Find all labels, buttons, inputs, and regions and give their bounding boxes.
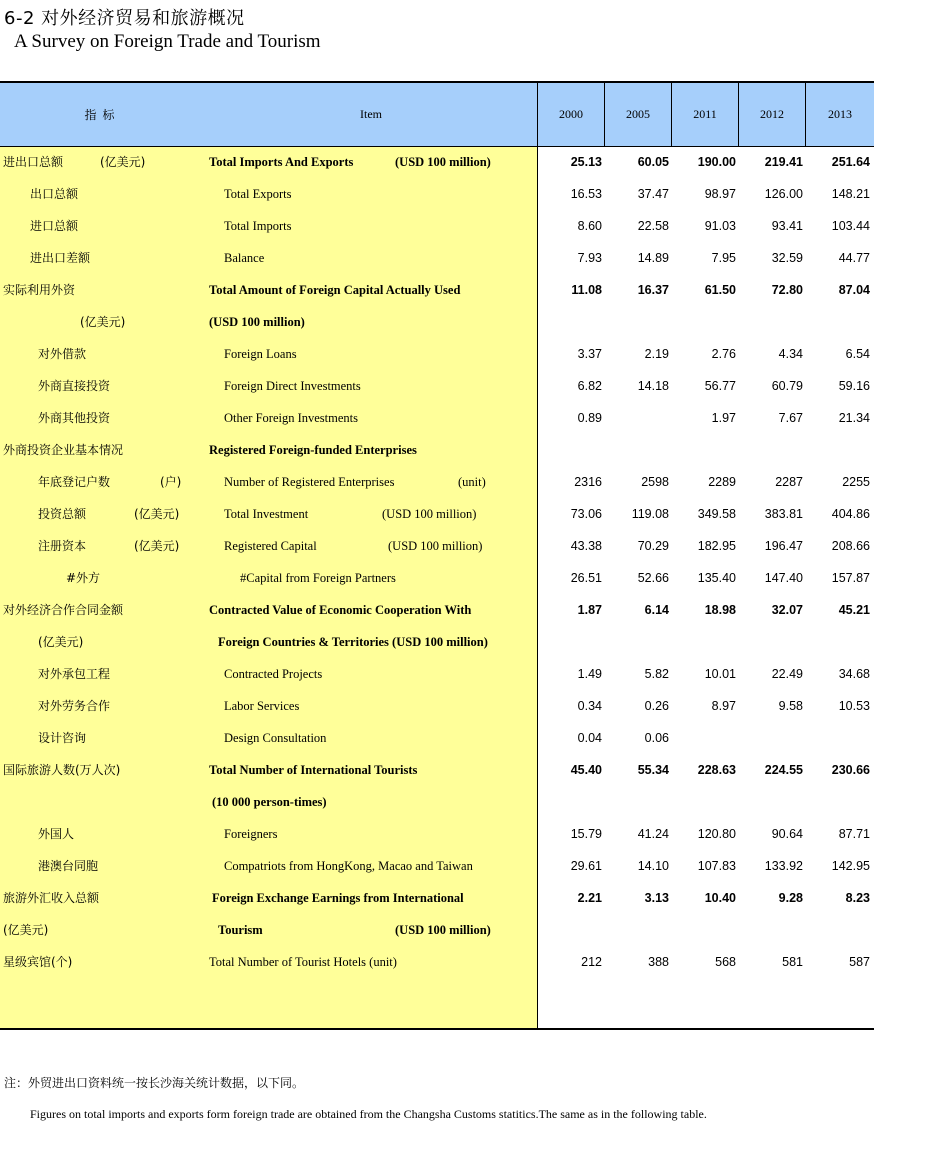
row-label-zh: 对外借款 <box>38 347 87 361</box>
row-unit-zh: (亿美元) <box>134 539 180 553</box>
table-row <box>0 402 874 434</box>
header-item-en: Item <box>360 107 382 121</box>
table-row <box>0 178 874 210</box>
value-cell-2013: 587 <box>849 955 870 969</box>
value-cell-2011: 10.40 <box>704 891 736 905</box>
table-row <box>0 722 874 754</box>
row-label-en: Other Foreign Investments <box>224 411 359 425</box>
row-label-zh: 投资总额 <box>38 507 87 521</box>
value-cell-2000: 3.37 <box>577 347 602 361</box>
row-label-zh: 出口总额 <box>30 187 79 201</box>
value-cell-2012: 126.00 <box>764 187 803 201</box>
value-cell-2000: 0.34 <box>577 699 602 713</box>
row-label-zh: 外商直接投资 <box>38 379 111 393</box>
value-cell-2000: 2.21 <box>577 891 602 905</box>
value-cell-2000: 15.79 <box>570 827 602 841</box>
row-label-zh: 进出口总额 <box>3 155 64 169</box>
row-label-zh: 设计咨询 <box>38 731 87 745</box>
row-label-en: Foreign Loans <box>224 347 297 361</box>
value-cell-2000: 25.13 <box>570 155 602 169</box>
table-row <box>0 146 874 178</box>
value-cell-2011: 61.50 <box>704 283 736 297</box>
row-label-en: (10 000 person-times) <box>212 795 327 809</box>
value-cell-2011: 182.95 <box>697 539 736 553</box>
row-unit-zh: (亿美元) <box>80 315 126 329</box>
value-cell-2013: 21.34 <box>838 411 870 425</box>
row-label-en: Contracted Projects <box>224 667 323 681</box>
value-cell-2005: 0.06 <box>644 731 669 745</box>
value-cell-2000: 16.53 <box>570 187 602 201</box>
row-label-en: Registered Foreign-funded Enterprises <box>209 443 417 457</box>
table-row <box>0 370 874 402</box>
value-cell-2005: 3.13 <box>644 891 669 905</box>
row-label-en: Foreigners <box>224 827 278 841</box>
value-cell-2000: 6.82 <box>577 379 602 393</box>
row-label-zh: 外国人 <box>38 827 75 841</box>
value-cell-2013: 44.77 <box>838 251 870 265</box>
row-label-en: Tourism <box>218 923 263 937</box>
row-unit-en: (USD 100 million) <box>395 155 491 169</box>
row-label-zh: 旅游外汇收入总额 <box>3 891 100 905</box>
value-cell-2011: 18.98 <box>704 603 736 617</box>
value-cell-2013: 2255 <box>842 475 870 489</box>
value-cell-2012: 32.59 <box>771 251 803 265</box>
row-label-en: Number of Registered Enterprises <box>224 475 395 489</box>
value-cell-2012: 90.64 <box>771 827 803 841</box>
value-cell-2005: 388 <box>648 955 669 969</box>
table-row <box>0 754 874 786</box>
table-row <box>0 946 874 978</box>
value-cell-2011: 10.01 <box>704 667 736 681</box>
value-cell-2005: 52.66 <box>637 571 669 585</box>
row-unit-en: (unit) <box>458 475 486 489</box>
row-label-zh: 进出口差额 <box>30 251 91 265</box>
row-label-en: Registered Capital <box>224 539 317 553</box>
row-label-en: Design Consultation <box>224 731 327 745</box>
value-cell-2000: 8.60 <box>577 219 602 233</box>
value-cell-2011: 2.76 <box>711 347 736 361</box>
row-label-en: Total Imports And Exports <box>209 155 354 169</box>
value-cell-2012: 219.41 <box>764 155 803 169</box>
row-unit-zh: (亿美元) <box>100 155 146 169</box>
statistics-table <box>0 81 874 1030</box>
row-label-zh: 实际利用外资 <box>3 283 76 297</box>
value-cell-2005: 5.82 <box>644 667 669 681</box>
value-cell-2011: 135.40 <box>697 571 736 585</box>
value-cell-2012: 383.81 <box>764 507 803 521</box>
value-cell-2011: 56.77 <box>704 379 736 393</box>
value-cell-2013: 8.23 <box>845 891 870 905</box>
value-cell-2011: 120.80 <box>697 827 736 841</box>
value-cell-2012: 2287 <box>775 475 803 489</box>
value-cell-2005: 0.26 <box>644 699 669 713</box>
value-cell-2000: 11.08 <box>571 283 602 297</box>
value-cell-2000: 43.38 <box>570 539 602 553</box>
table-row <box>0 786 874 818</box>
row-unit-en: (USD 100 million) <box>388 539 483 553</box>
header-divider <box>604 83 605 146</box>
row-label-zh: 对外经济合作合同金额 <box>3 603 124 617</box>
row-label-zh: 外商其他投资 <box>38 411 111 425</box>
value-cell-2012: 9.28 <box>778 891 803 905</box>
table-row <box>0 306 874 338</box>
table-row <box>0 594 874 626</box>
value-cell-2013: 45.21 <box>838 603 870 617</box>
row-label-zh: 进口总额 <box>30 219 79 233</box>
value-cell-2013: 59.16 <box>838 379 870 393</box>
table-title-en: A Survey on Foreign Trade and Tourism <box>14 31 321 52</box>
row-label-en: Total Exports <box>224 187 292 201</box>
row-label-en: Total Number of International Tourists <box>209 763 418 777</box>
row-label-zh: 对外承包工程 <box>38 667 111 681</box>
table-row <box>0 338 874 370</box>
value-cell-2005: 119.08 <box>631 507 669 521</box>
value-cell-2000: 73.06 <box>570 507 602 521</box>
value-cell-2000: 29.61 <box>570 859 602 873</box>
header-divider <box>805 83 806 146</box>
table-row <box>0 242 874 274</box>
value-cell-2005: 70.29 <box>637 539 669 553</box>
value-cell-2000: 26.51 <box>570 571 602 585</box>
row-label-zh: 年底登记户数 <box>38 475 111 489</box>
value-cell-2012: 581 <box>782 955 803 969</box>
value-cell-2013: 230.66 <box>831 763 870 777</box>
value-cell-2012: 224.55 <box>764 763 803 777</box>
value-cell-2005: 41.24 <box>637 827 669 841</box>
value-cell-2012: 4.34 <box>778 347 803 361</box>
value-cell-2011: 349.58 <box>697 507 736 521</box>
value-cell-2012: 147.40 <box>764 571 803 585</box>
footnote-en: Figures on total imports and exports form foreign trade are obtained from the Changsha Customs statitics.The same as in the following table. <box>30 1107 707 1121</box>
value-cell-2000: 0.04 <box>577 731 602 745</box>
value-cell-2013: 10.53 <box>838 699 870 713</box>
row-label-zh: #外方 <box>66 571 101 585</box>
value-cell-2013: 34.68 <box>838 667 870 681</box>
value-cell-2005: 14.18 <box>637 379 669 393</box>
value-cell-2005: 37.47 <box>637 187 669 201</box>
value-cell-2013: 208.66 <box>831 539 870 553</box>
value-cell-2012: 72.80 <box>771 283 803 297</box>
value-cell-2011: 1.97 <box>711 411 736 425</box>
row-label-zh: 港澳台同胞 <box>38 859 99 873</box>
row-label-en: (USD 100 million) <box>209 315 305 329</box>
footnote-zh: 注：外贸进出口资料统一按长沙海关统计数据，以下同。 <box>4 1076 305 1090</box>
table-row <box>0 530 874 562</box>
header-divider <box>738 83 739 146</box>
table-row <box>0 658 874 690</box>
value-cell-2000: 7.93 <box>577 251 602 265</box>
value-cell-2013: 404.86 <box>831 507 870 521</box>
table-row <box>0 466 874 498</box>
value-cell-2005: 2.19 <box>644 347 669 361</box>
value-cell-2005: 14.89 <box>637 251 669 265</box>
row-label-zh: 国际旅游人数(万人次) <box>3 763 121 777</box>
row-label-en: Total Investment <box>224 507 309 521</box>
row-label-en: Foreign Direct Investments <box>224 379 361 393</box>
row-label-en: Total Amount of Foreign Capital Actually Used <box>209 283 461 297</box>
row-label-en: Total Number of Tourist Hotels (unit) <box>209 955 397 969</box>
table-row <box>0 818 874 850</box>
value-cell-2011: 91.03 <box>704 219 736 233</box>
value-cell-2011: 228.63 <box>697 763 736 777</box>
row-label-zh: (亿美元) <box>3 923 49 937</box>
table-row <box>0 562 874 594</box>
value-cell-2011: 2289 <box>708 475 736 489</box>
table-row <box>0 274 874 306</box>
row-label-en: #Capital from Foreign Partners <box>240 571 396 585</box>
row-label-en: Foreign Exchange Earnings from International <box>212 891 464 905</box>
value-cell-2013: 142.95 <box>831 859 870 873</box>
header-indicator-zh: 指标 <box>84 108 121 122</box>
value-cell-2005: 60.05 <box>637 155 669 169</box>
row-label-en: Balance <box>224 251 265 265</box>
value-cell-2011: 107.83 <box>697 859 736 873</box>
value-cell-2013: 157.87 <box>831 571 870 585</box>
value-cell-2012: 9.58 <box>778 699 803 713</box>
header-year: 2012 <box>760 107 784 121</box>
value-cell-2011: 7.95 <box>711 251 736 265</box>
row-label-en: Labor Services <box>224 699 300 713</box>
header-year: 2000 <box>559 107 583 121</box>
value-cell-2011: 568 <box>715 955 736 969</box>
value-cell-2012: 60.79 <box>771 379 803 393</box>
value-cell-2005: 2598 <box>641 475 669 489</box>
value-cell-2011: 8.97 <box>711 699 736 713</box>
row-label-zh: 对外劳务合作 <box>38 699 111 713</box>
header-divider <box>671 83 672 146</box>
value-cell-2000: 2316 <box>574 475 602 489</box>
row-label-en: Compatriots from HongKong, Macao and Taiwan <box>224 859 473 873</box>
value-cell-2011: 98.97 <box>704 187 736 201</box>
value-cell-2000: 45.40 <box>570 763 602 777</box>
row-label-zh: 注册资本 <box>38 539 87 553</box>
header-year: 2013 <box>828 107 852 121</box>
value-cell-2000: 1.87 <box>577 603 602 617</box>
row-label-en: Contracted Value of Economic Cooperation With <box>209 603 472 617</box>
row-label-zh: 外商投资企业基本情况 <box>3 443 124 457</box>
table-row <box>0 850 874 882</box>
table-row <box>0 498 874 530</box>
value-cell-2013: 6.54 <box>845 347 870 361</box>
table-row <box>0 434 874 466</box>
row-unit-zh: (亿美元) <box>38 635 84 649</box>
value-cell-2000: 1.49 <box>577 667 602 681</box>
value-cell-2012: 32.07 <box>771 603 803 617</box>
table-header <box>0 83 874 147</box>
table-row <box>0 914 874 946</box>
value-cell-2005: 16.37 <box>637 283 669 297</box>
row-unit-zh: (亿美元) <box>134 507 180 521</box>
row-label-en: Foreign Countries & Territories (USD 100 million) <box>218 635 488 649</box>
row-label-en: Total Imports <box>224 219 292 233</box>
table-row <box>0 626 874 658</box>
row-unit-en: (USD 100 million) <box>395 923 491 937</box>
header-year: 2005 <box>626 107 650 121</box>
value-cell-2005: 6.14 <box>644 603 669 617</box>
value-cell-2000: 0.89 <box>577 411 602 425</box>
value-cell-2013: 251.64 <box>831 155 870 169</box>
value-cell-2005: 55.34 <box>637 763 669 777</box>
value-cell-2012: 22.49 <box>771 667 803 681</box>
value-cell-2005: 14.10 <box>637 859 669 873</box>
table-row <box>0 690 874 722</box>
header-year: 2011 <box>693 107 717 121</box>
table-row <box>0 882 874 914</box>
value-cell-2013: 87.71 <box>838 827 870 841</box>
value-cell-2013: 87.04 <box>838 283 870 297</box>
value-cell-2013: 103.44 <box>831 219 870 233</box>
value-cell-2012: 93.41 <box>771 219 803 233</box>
value-cell-2012: 133.92 <box>764 859 803 873</box>
value-cell-2013: 148.21 <box>831 187 870 201</box>
value-cell-2005: 22.58 <box>637 219 669 233</box>
row-label-zh: 星级宾馆(个) <box>3 955 73 969</box>
row-unit-en: (USD 100 million) <box>382 507 477 521</box>
table-title-zh: 6-2 对外经济贸易和旅游概况 <box>4 8 245 29</box>
value-cell-2000: 212 <box>581 955 602 969</box>
value-cell-2011: 190.00 <box>697 155 736 169</box>
value-cell-2012: 196.47 <box>764 539 803 553</box>
row-unit-zh: (户) <box>160 475 182 489</box>
value-cell-2012: 7.67 <box>778 411 803 425</box>
table-row <box>0 210 874 242</box>
